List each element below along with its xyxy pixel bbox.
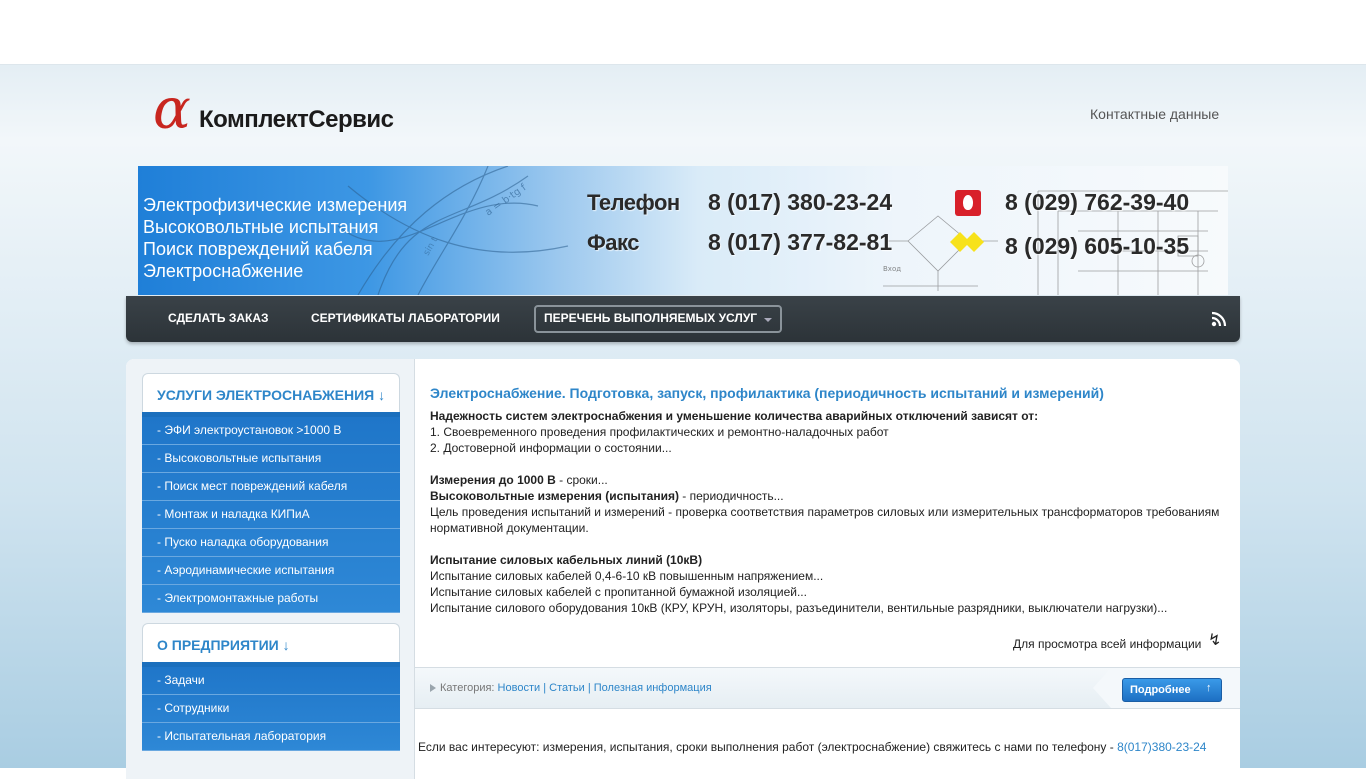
fax-number: 8 (017) 377-82-81 <box>708 229 893 255</box>
nav-make-order[interactable]: СДЕЛАТЬ ЗАКАЗ <box>168 311 269 325</box>
article-p3-line2: Испытание силовых кабелей с пропитанной бумажной изоляцией... <box>430 585 807 599</box>
more-details-label: Подробнее <box>1130 684 1191 696</box>
content-container <box>126 359 1240 779</box>
article-body <box>430 408 1230 616</box>
contact-line <box>418 740 1206 754</box>
lightning-icon[interactable]: ↯ <box>1208 632 1222 649</box>
banner-line-3: Поиск повреждений кабеля <box>143 239 373 259</box>
category-line <box>440 682 712 694</box>
nav-services-dropdown-label: ПЕРЕЧЕНЬ ВЫПОЛНЯЕМЫХ УСЛУГ <box>544 311 758 325</box>
fax-label: Факс <box>587 230 639 255</box>
sidebar-item-kipia[interactable]: - Монтаж и наладка КИПиА <box>142 501 400 529</box>
article-p2-text1: - сроки... <box>555 473 608 487</box>
sidebar-item-tasks[interactable]: - Задачи <box>142 667 400 695</box>
sidebar-item-commissioning[interactable]: - Пуско наладка оборудования <box>142 529 400 557</box>
category-link-articles[interactable]: Статьи <box>549 682 585 694</box>
category-separator-1: | <box>543 682 547 694</box>
sidebar-item-high-voltage[interactable]: - Высоковольтные испытания <box>142 445 400 473</box>
mobile-number-2: 8 (029) 605-10-35 <box>1005 233 1190 259</box>
mobile-number-1: 8 (029) 762-39-40 <box>1005 189 1190 215</box>
sidebar-about-menu <box>142 662 400 751</box>
rss-icon[interactable] <box>1210 310 1230 328</box>
article-p1-bold: Надежность систем электроснабжения и уменьшение количества аварийных отключений зависят от: <box>430 409 1039 423</box>
sidebar-item-efi[interactable]: - ЭФИ электроустановок >1000 В <box>142 417 400 445</box>
sidebar-section-services-title: УСЛУГИ ЭЛЕКТРОСНАБЖЕНИЯ ↓ <box>157 387 386 403</box>
article-p2-bold1: Измерения до 1000 В <box>430 473 556 487</box>
contact-data-link[interactable]: Контактные данные <box>1090 106 1220 122</box>
mts-logo-icon <box>955 190 981 216</box>
sidebar-item-test-lab[interactable]: - Испытательная лаборатория <box>142 723 400 751</box>
banner-line-4: Электроснабжение <box>143 261 304 281</box>
article-p1-line1: 1. Своевременного проведения профилактических и ремонтно-наладочных работ <box>430 425 889 439</box>
phone-number: 8 (017) 380-23-24 <box>708 189 893 215</box>
logo-alpha: α <box>153 77 191 142</box>
sidebar <box>126 359 415 779</box>
main-navigation <box>126 296 1240 342</box>
sidebar-section-about-header[interactable] <box>142 623 400 662</box>
sidebar-item-electrical-install[interactable]: - Электромонтажные работы <box>142 585 400 613</box>
contact-phone-link[interactable]: 8(017)380-23-24 <box>1117 740 1207 754</box>
article-p3-line3: Испытание силового оборудования 10кВ (КРУ, КРУН, изоляторы, разъединители, вентильные разрядники, выключатели нагрузки)... <box>430 601 1168 615</box>
logo-name: КомплектСервис <box>199 106 394 133</box>
banner-line-1: Электрофизические измерения <box>143 195 408 215</box>
article-p1-line2: 2. Достоверной информации о состоянии... <box>430 441 672 455</box>
nav-services-dropdown[interactable] <box>534 305 782 333</box>
velcom-logo-icon <box>950 230 986 256</box>
header-banner <box>138 166 1228 295</box>
sidebar-services-menu <box>142 412 400 613</box>
nav-lab-certificates[interactable]: СЕРТИФИКАТЫ ЛАБОРАТОРИИ <box>311 311 500 325</box>
contact-text: Если вас интересуют: измерения, испытания, сроки выполнения работ (электроснабжение) свяжитесь с нами по телефону - <box>418 740 1118 754</box>
svg-text:Вход: Вход <box>883 265 902 273</box>
sidebar-section-services-header[interactable] <box>142 373 400 412</box>
chevron-down-icon <box>764 318 772 322</box>
sidebar-section-about-title: О ПРЕДПРИЯТИИ ↓ <box>157 637 290 653</box>
banner-services-list <box>143 194 407 282</box>
top-blank-bar <box>0 0 1366 65</box>
article-p2-text2: - периодичность... <box>678 489 784 503</box>
article-p3-line1: Испытание силовых кабелей 0,4-6-10 кВ повышенным напряжением... <box>430 569 824 583</box>
arrow-up-icon: ↑ <box>1206 682 1212 694</box>
article-p2-line3: Цель проведения испытаний и измерений - проверка соответствия параметров силовых или измерительных трансформаторов требованиям нормативной документации. <box>430 505 1220 535</box>
sidebar-item-cable-fault[interactable]: - Поиск мест повреждений кабеля <box>142 473 400 501</box>
main-content <box>415 359 1240 779</box>
banner-line-2: Высоковольтные испытания <box>143 217 379 237</box>
article-meta-bar <box>415 667 1240 709</box>
more-details-button[interactable] <box>1122 678 1222 702</box>
article-title[interactable]: Электроснабжение. Подготовка, запуск, профилактика (периодичность испытаний и измерений) <box>430 385 1104 401</box>
article-p3-bold: Испытание силовых кабельных линий (10кВ) <box>430 553 703 567</box>
category-label: Категория: <box>440 682 495 694</box>
svg-text:sin t: sin t <box>421 235 441 258</box>
sidebar-item-staff[interactable]: - Сотрудники <box>142 695 400 723</box>
read-more-text: Для просмотра всей информации <box>1013 637 1202 651</box>
article-p2-bold2: Высоковольтные измерения (испытания) <box>430 489 679 503</box>
sidebar-item-aerodynamic[interactable]: - Аэродинамические испытания <box>142 557 400 585</box>
phone-label: Телефон <box>587 190 680 215</box>
category-separator-2: | <box>587 682 591 694</box>
category-link-news[interactable]: Новости <box>497 682 541 694</box>
svg-text:a = b·tg f: a = b·tg f <box>483 182 529 219</box>
triangle-right-icon <box>430 684 436 692</box>
category-link-useful-info[interactable]: Полезная информация <box>593 682 712 694</box>
